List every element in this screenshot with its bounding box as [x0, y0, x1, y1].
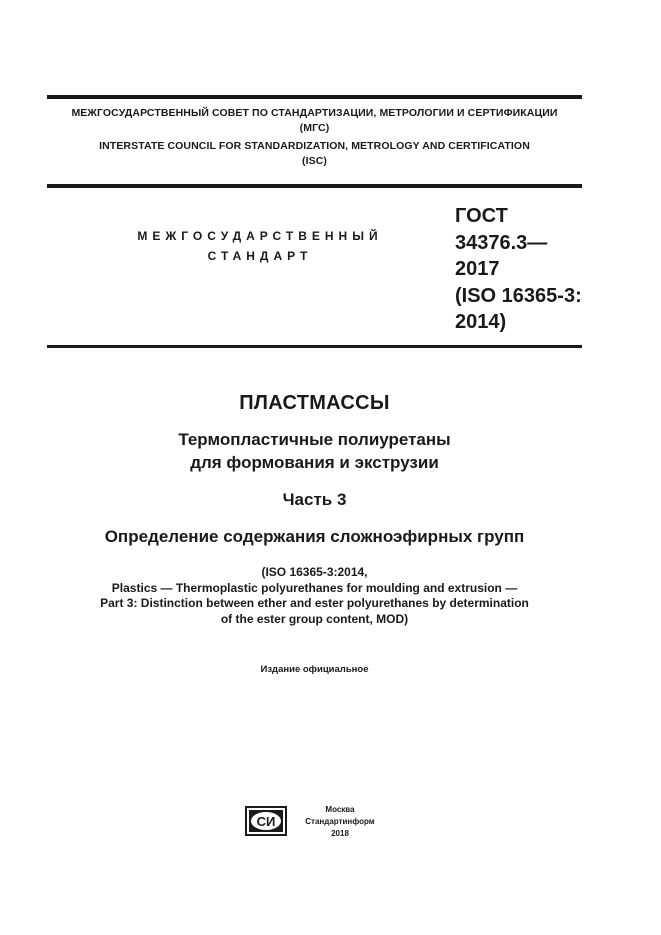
publisher-info: [295, 804, 385, 840]
bottom-rule: [47, 345, 582, 348]
standard-type-label: [120, 226, 400, 266]
logo-text: СИ: [256, 814, 276, 829]
iso-reference-line: Part 3: Distinction between ether and ester polyurethanes by determination: [100, 596, 529, 610]
iso-reference-line: (ISO 16365-3:2014,: [261, 565, 368, 579]
edition-label: Издание официальное: [260, 664, 369, 675]
iso-reference-line: of the ester group content, MOD): [220, 611, 409, 626]
subtitle-line1: Термопластичные полиуретаны: [178, 430, 451, 449]
publisher-name: Стандартинформ: [305, 817, 375, 826]
standard-number-line: ГОСТ: [455, 205, 508, 227]
standartinform-logo-icon: [245, 806, 287, 836]
iso-reference: [0, 565, 645, 627]
standard-number: [455, 203, 582, 336]
standard-number-line: 2017: [455, 258, 500, 280]
standard-type-line2: СТАНДАРТ: [207, 249, 313, 263]
council-ru-abbr: (МГС): [299, 122, 330, 134]
standard-number-line: 34376.3—: [455, 231, 548, 254]
publisher-city: Москва: [325, 805, 355, 814]
part-title: Определение содержания сложноэфирных групп: [104, 527, 525, 546]
subtitle-line2: для формования и экструзии: [190, 453, 439, 472]
middle-rule: [47, 184, 582, 188]
publisher-year: 2018: [331, 829, 349, 838]
top-rule: [47, 95, 582, 99]
document-subtitle: [0, 428, 645, 474]
standard-number-line: (ISO 16365-3:: [455, 284, 582, 307]
standard-type-line1: МЕЖГОСУДАРСТВЕННЫЙ: [137, 229, 383, 243]
iso-reference-line: Plastics — Thermoplastic polyurethanes for moulding and extrusion —: [111, 580, 518, 595]
document-title: ПЛАСТМАССЫ: [239, 392, 390, 414]
council-en-abbr: (ISC): [302, 155, 327, 167]
part-number: Часть 3: [282, 490, 347, 509]
council-en-name: INTERSTATE COUNCIL FOR STANDARDIZATION, METROLOGY AND CERTIFICATION: [99, 140, 530, 152]
council-header: [47, 106, 582, 169]
council-ru-name: МЕЖГОСУДАРСТВЕННЫЙ СОВЕТ ПО СТАНДАРТИЗАЦИИ, МЕТРОЛОГИИ И СЕРТИФИКАЦИИ: [71, 107, 558, 119]
standard-number-line: 2014): [455, 311, 507, 333]
